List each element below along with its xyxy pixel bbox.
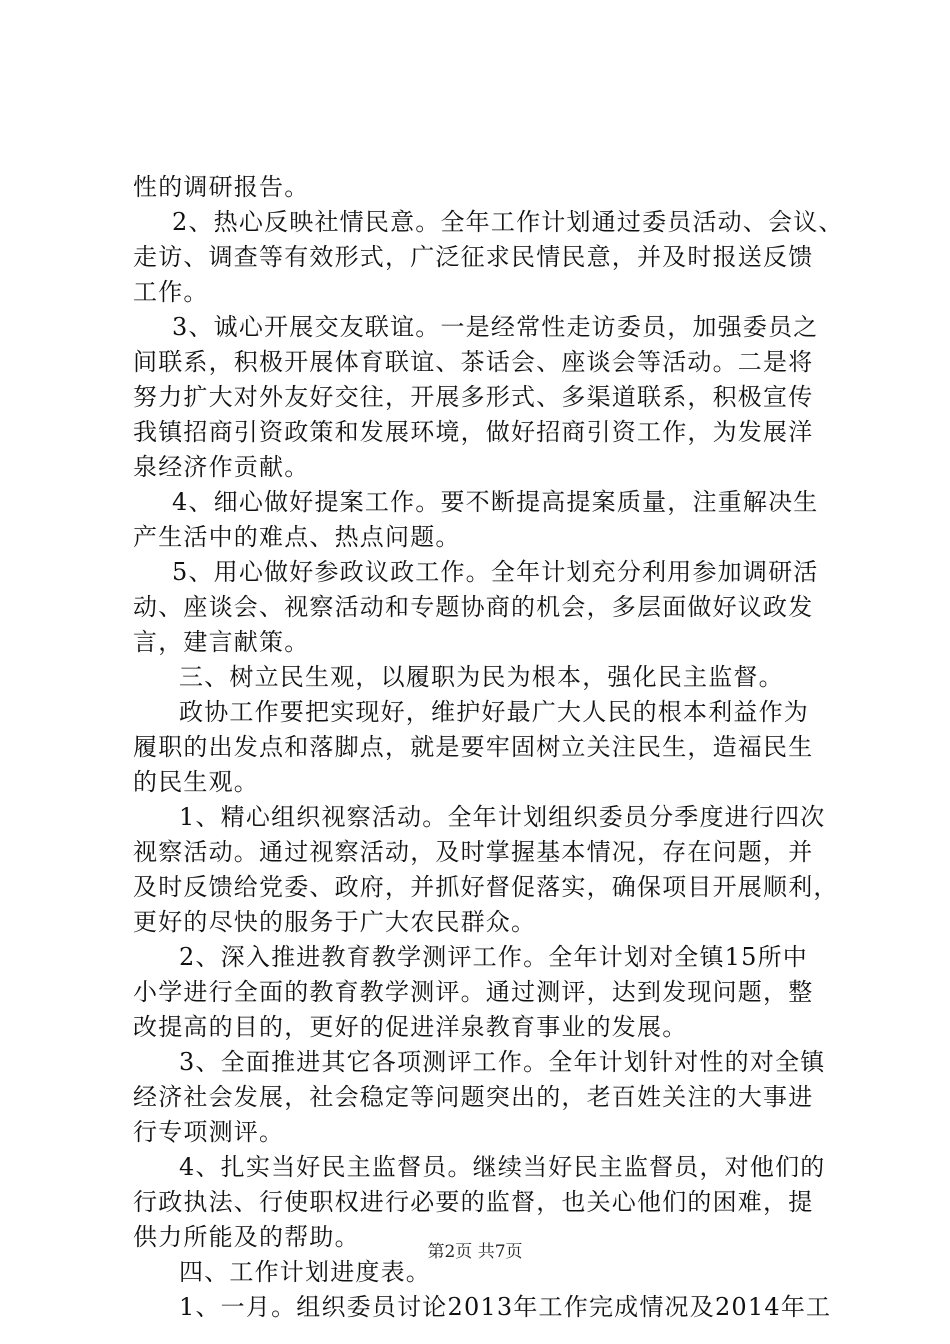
text-line: 改提高的目的，更好的促进洋泉教育事业的发展。 [133,1013,688,1041]
text-line: 间联系，积极开展体育联谊、茶话会、座谈会等活动。二是将 [133,348,814,376]
text-line: 视察活动。通过视察活动，及时掌握基本情况，存在问题，并 [133,838,814,866]
text-line: 泉经济作贡献。 [133,453,310,481]
section-heading: 三、树立民生观，以履职为民为根本，强化民主监督。 [179,663,784,691]
text-line: 1、一月。组织委员讨论2013年工作完成情况及2014年工 [179,1293,832,1321]
text-line: 3、诚心开展交友联谊。一是经常性走访委员，加强委员之 [172,313,819,341]
section-heading: 四、工作计划进度表。 [179,1258,431,1286]
text-line: 经济社会发展，社会稳定等问题突出的，老百姓关注的大事进 [133,1083,814,1111]
text-line: 努力扩大对外友好交往，开展多形式、多渠道联系，积极宣传 [133,383,814,411]
text-line: 4、扎实当好民主监督员。继续当好民主监督员，对他们的 [179,1153,826,1181]
text-line: 更好的尽快的服务于广大农民群众。 [133,908,537,936]
document-body [133,170,844,1325]
text-line: 我镇招商引资政策和发展环境，做好招商引资工作，为发展洋 [133,418,814,446]
text-line: 言，建言献策。 [133,628,310,656]
text-line: 产生活中的难点、热点问题。 [133,523,461,551]
text-line: 供力所能及的帮助。 [133,1223,360,1251]
text-line: 行专项测评。 [133,1118,285,1146]
text-line: 及时反馈给党委、政府，并抓好督促落实，确保项目开展顺利， [133,873,839,901]
text-line: 动、座谈会、视察活动和专题协商的机会，多层面做好议政发 [133,593,814,621]
text-line: 3、全面推进其它各项测评工作。全年计划针对性的对全镇 [179,1048,826,1076]
text-line: 履职的出发点和落脚点，就是要牢固树立关注民生，造福民生 [133,733,814,761]
text-line: 4、细心做好提案工作。要不断提高提案质量，注重解决生 [172,488,819,516]
text-line: 2、深入推进教育教学测评工作。全年计划对全镇15所中 [179,943,809,971]
text-line: 政协工作要把实现好，维护好最广大人民的根本利益作为 [179,698,809,726]
text-line: 小学进行全面的教育教学测评。通过测评，达到发现问题，整 [133,978,814,1006]
text-line: 5、用心做好参政议政工作。全年计划充分利用参加调研活 [172,558,819,586]
text-line: 行政执法、行使职权进行必要的监督，也关心他们的困难，提 [133,1188,814,1216]
text-line: 性的调研报告。 [133,173,310,201]
text-line: 走访、调查等有效形式，广泛征求民情民意，并及时报送反馈 [133,243,814,271]
page-number-footer: 第2页 共7页 [427,1242,523,1262]
text-line: 1、精心组织视察活动。全年计划组织委员分季度进行四次 [179,803,826,831]
text-line: 的民生观。 [133,768,259,796]
text-line: 工作。 [133,278,209,306]
text-line: 2、热心反映社情民意。全年工作计划通过委员活动、会议、 [172,208,844,236]
